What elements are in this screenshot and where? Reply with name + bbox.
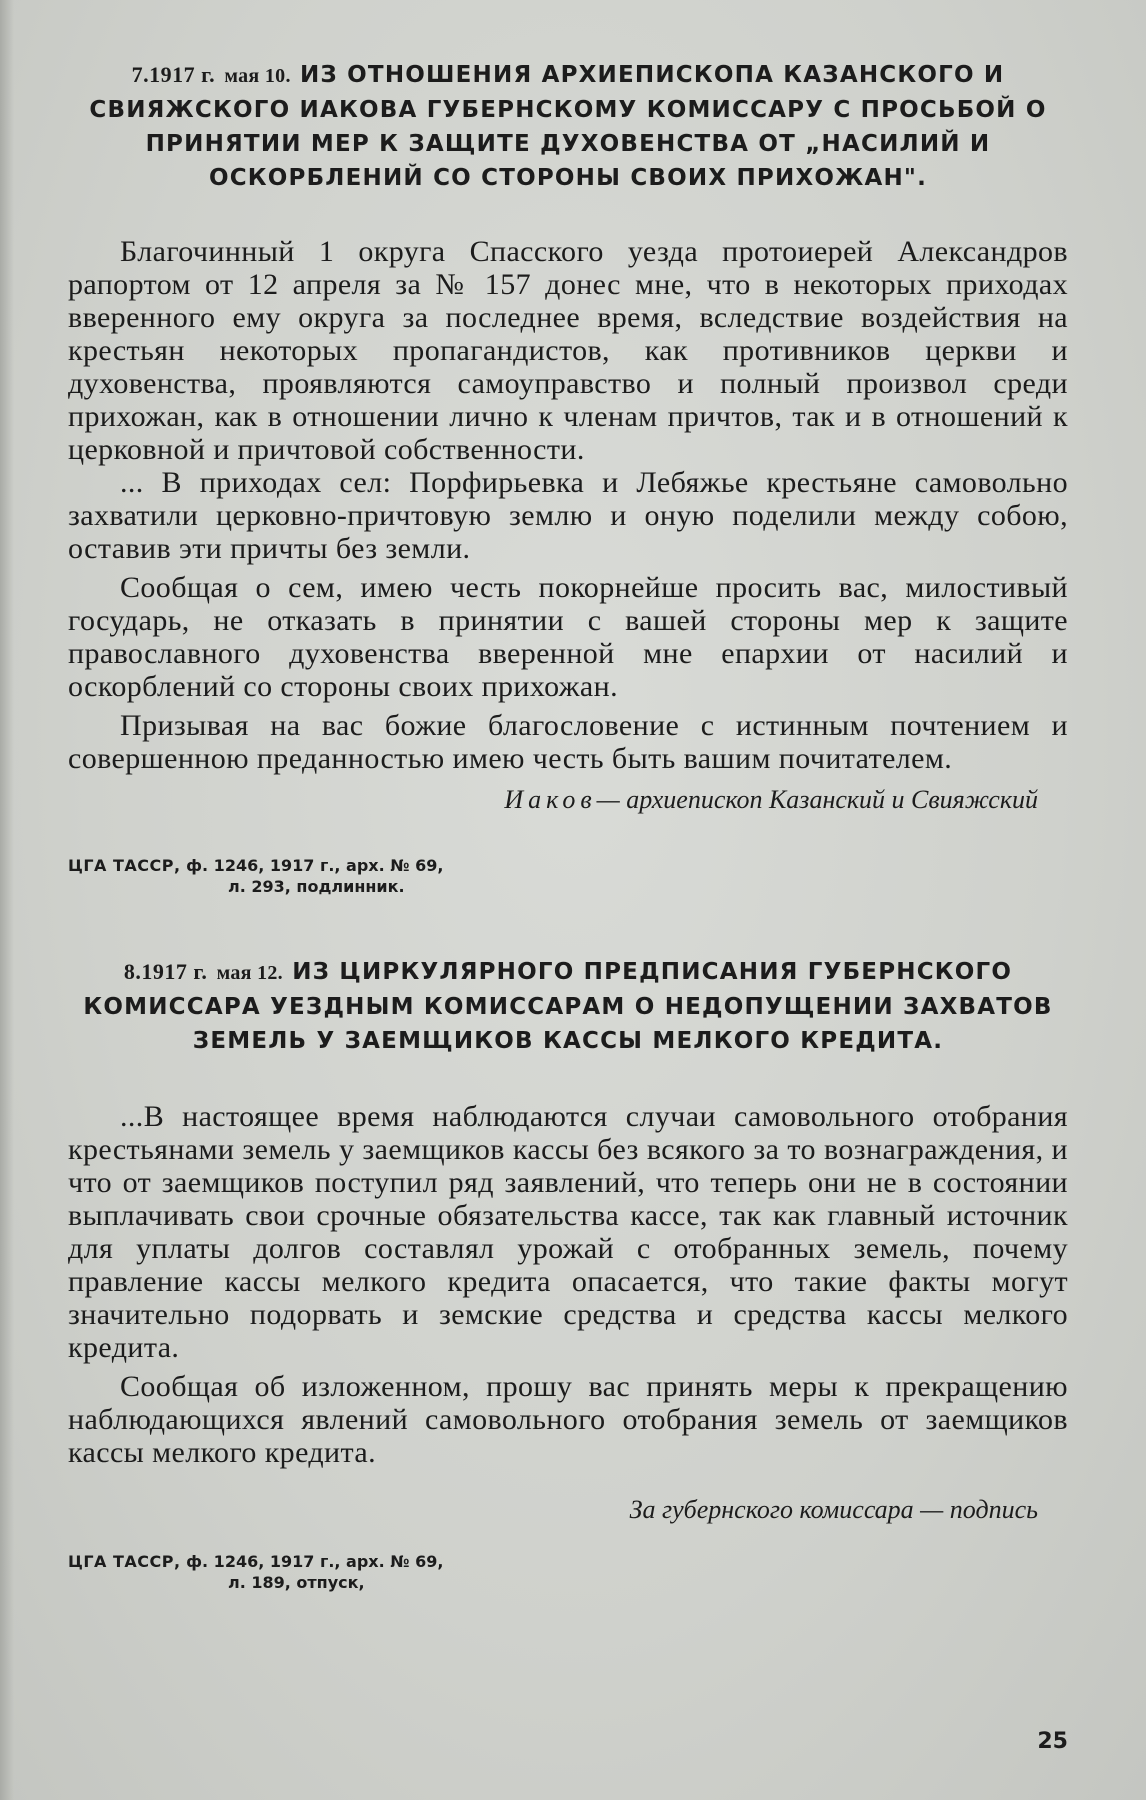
paragraph: ...В настоящее время наблюдаются случаи самовольного отобрания крестьянами земель у заемщиков кассы без всякого за то вознаграждения, и что от заемщиков поступил ряд заявлений, что теперь они не в состоянии выплачивать свои срочные обязательства кассе, так как главный источник для уплаты долгов составлял урожай с отобранных земель, почему правление кассы мелкого кредита опасается, что такие факты могут значительно подорвать и земские средства и средства кассы мелкого кредита. [68,1100,1068,1364]
paragraph: Сообщая о сем, имею честь покорнейше просить вас, милостивый государь, не отказать в принятии с вашей стороны мер к защите православного духовенства вверенной мне епархии от насилий и оскорблений со стороны своих прихожан. [68,571,1068,703]
page-content [68,58,1068,1593]
paragraph: Благочинный 1 округа Спасского уезда протоиерей Александров рапортом от 12 апреля за № 157 донес мне, что в некоторых приходах вверенного ему округа за последнее время, вследствие воздействия на крестьян некоторых пропагандистов, как противников церкви и духовенства, проявляются самоуправство и полный произвол среди прихожан, как в отношении лично к членам причтов, так и в отношений к церковной и причтовой собственности. [68,235,1068,466]
signature-title: За губернского комиссара — подпись [629,1495,1038,1524]
archive-sheet: л. 293, подлинник. [228,877,405,896]
document-year: 1917 г. [141,959,208,984]
signature [68,1495,1068,1525]
paragraph: Призывая на вас божие благословение с истинным почтением и совершенною преданностью имею честь быть вашим почитателем. [68,709,1068,775]
archive-reference [68,1551,1068,1593]
document-title: ИЗ ОТНОШЕНИЯ АРХИЕПИСКОПА КАЗАНСКОГО И СВИЯЖСКОГО ИАКОВА ГУБЕРНСКОМУ КОМИССАРУ С ПРОСЬБОЙ О ПРИНЯТИИ МЕР К ЗАЩИТЕ ДУХОВЕНСТВА ОТ „НАСИЛИЙ И ОСКОРБЛЕНИЙ СО СТОРОНЫ СВОИХ ПРИХОЖАН". [89,62,1047,191]
document-number: 7. [131,62,150,87]
archive-reference [68,855,1068,897]
document-8 [68,955,1068,1593]
document-year: 1917 г. [149,62,216,87]
page-number: 25 [1037,1729,1068,1754]
document-title: ИЗ ЦИРКУЛЯРНОГО ПРЕДПИСАНИЯ ГУБЕРНСКОГО КОМИССАРА УЕЗДНЫМ КОМИССАРАМ О НЕДОПУЩЕНИИ ЗАХВАТОВ ЗЕМЕЛЬ У ЗАЕМЩИКОВ КАССЫ МЕЛКОГО КРЕДИТА. [83,959,1053,1054]
archive-org: ЦГА ТАССР, [68,856,181,875]
archive-sheet: л. 189, отпуск, [228,1573,365,1592]
document-heading [68,955,1068,1058]
document-date: мая 12. [216,962,283,984]
signature-name: Иаков [504,785,597,814]
signature [68,785,1068,815]
document-date: мая 10. [224,65,291,87]
document-7 [68,58,1068,897]
archive-fond: ф. 1246, 1917 г., арх. № 69, [186,1552,444,1571]
document-heading [68,58,1068,195]
archive-org: ЦГА ТАССР, [68,1552,181,1571]
paragraph: Сообщая об изложенном, прошу вас принять меры к прекращению наблюдающихся явлений самовольного отобрания земель от заемщиков кассы мелкого кредита. [68,1370,1068,1469]
archive-fond: ф. 1246, 1917 г., арх. № 69, [186,856,444,875]
document-number: 8. [123,959,142,984]
paragraph: ... В приходах сел: Порфирьевка и Лебяжье крестьяне самовольно захватили церковно-причтовую землю и оную поделили между собою, оставив эти причты без земли. [68,466,1068,565]
signature-title: — архиепископ Казанский и Свияжский [596,785,1038,814]
